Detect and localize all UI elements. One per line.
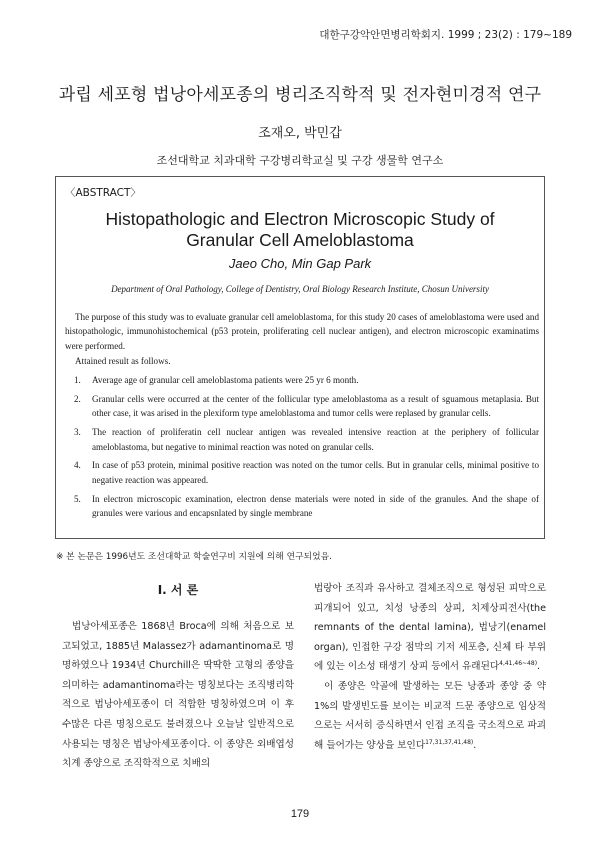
english-authors: Jaeo Cho, Min Gap Park <box>228 256 372 271</box>
list-item-number: 5. <box>74 493 81 504</box>
journal-header: 대한구강악안면병리학회지. 1999 ; 23(2) : 179~189 <box>319 29 572 41</box>
paragraph-text: 법랑아 조직과 유사하고 결체조직으로 형성된 피막으로 피개되어 있고, 치성 낭종의 상피, 치제상피전사(the remnants of the dental lamina), 법낭기(enamel organ), 인접한 구강 점막의 기저 세포층, 신체 타 부위에 있는 이소성 태생기 상피 등에서 유래된다 <box>314 583 546 673</box>
left-column <box>62 617 294 774</box>
list-item-text: In electron microscopic examination, electron dense materials were noted in side of the granules. And the shape of granules were various and encapsnlated by single membrane <box>92 493 539 518</box>
list-item-text: In case of p53 protein, minimal positive reaction was noted on the tumor cells. But in granular cells, minimal positive to negative reaction was appeared. <box>92 460 539 485</box>
korean-authors: 조재오, 박민갑 <box>258 126 342 141</box>
section-heading-introduction: I. 서 론 <box>157 583 199 597</box>
abstract-label: 〈ABSTRACT〉 <box>65 187 141 199</box>
list-item-number: 2. <box>74 394 81 405</box>
funding-footnote: ※ 본 논문은 1996년도 조선대학교 학술연구비 지원에 의해 연구되었음. <box>56 552 332 562</box>
right-column-paragraph-2 <box>314 677 546 755</box>
korean-title: 과립 세포형 법낭아세포종의 병리조직학적 및 전자현미경적 연구 <box>58 85 542 105</box>
abstract-intro: The purpose of this study was to evaluate granular cell ameloblastoma, for this study 20 cases of ameloblastoma were used and histopathologic, immunohistochemical (p53 protein, proliferating cell nuclear antigen), and electron microscopic examinatims were performed. <box>65 312 539 351</box>
korean-affiliation: 조선대학교 치과대학 구강병리학교실 및 구강 생물학 연구소 <box>156 154 444 167</box>
citation-reference: 17,31,37,41,48) <box>425 738 474 746</box>
abstract-results-list <box>65 373 539 520</box>
list-item <box>65 492 539 521</box>
list-item <box>65 392 539 421</box>
abstract-attained: Attained result as follows. <box>75 355 171 366</box>
english-affiliation: Department of Oral Pathology, College of Dentistry, Oral Biology Research Institute, Chosun University <box>111 284 489 294</box>
right-column <box>314 579 546 755</box>
english-title <box>56 209 544 251</box>
paragraph-text: 이 종양은 악골에 발생하는 모든 낭종과 종양 중 약 1%의 발생빈도를 보이는 비교적 드문 종양으로 임상적으로는 서서히 증식하면서 인접 조직을 국소적으로 파괴해 들어가는 양상을 보인다 <box>314 680 546 751</box>
english-title-line-1: Histopathologic and Electron Microscopic Study of <box>105 209 495 229</box>
list-item <box>65 458 539 487</box>
citation-reference: 4,41,46~48) <box>499 660 538 668</box>
abstract-body <box>65 310 539 525</box>
list-item-number: 4. <box>74 460 81 471</box>
list-item <box>65 425 539 454</box>
list-item <box>65 373 539 387</box>
page-number: 179 <box>290 808 310 820</box>
left-column-paragraph: 법낭아세포종은 1868년 Broca에 의해 처음으로 보고되었고, 1885년 Malassez가 adamantinoma로 명명하였으나 1934년 Churchill은 딱딱한 고형의 종양을 의미하는 adamantinoma라는 명칭보다는 조직병리학적으로 법낭아세포종이 더 적합한 명칭하였으며 이 후 수많은 다른 명칭으로도 불려졌으나 오늘날 일반적으로 사용되는 명칭은 법낭아세포종이다. 이 종양은 외배엽성 치계 종양으로 조직학적으로 치배의 <box>62 621 294 770</box>
list-item-text: Average age of granular cell ameloblastoma patients were 25 yr 6 month. <box>92 375 359 386</box>
paragraph-end: . <box>473 739 477 751</box>
right-column-paragraph-1 <box>314 579 546 677</box>
english-title-line-2: Granular Cell Ameloblastoma <box>186 230 414 250</box>
list-item-text: Granular cells were occurred at the center of the follicular type ameloblastoma as a result of sguamous metaplasia. But other case, it was arised in the plexiform type ameloblastoma and tumor cells were replased by granular cells. <box>92 394 539 419</box>
paragraph-end: . <box>537 661 541 673</box>
list-item-number: 1. <box>74 375 81 386</box>
abstract-box <box>55 176 545 539</box>
list-item-text: The reaction of proliferatin cell nuclear antigen was revealed intensive reaction at the periphery of follicular ameloblastoma, but negative to minimal reaction was noted on granular cells. <box>92 427 539 452</box>
list-item-number: 3. <box>74 427 81 438</box>
